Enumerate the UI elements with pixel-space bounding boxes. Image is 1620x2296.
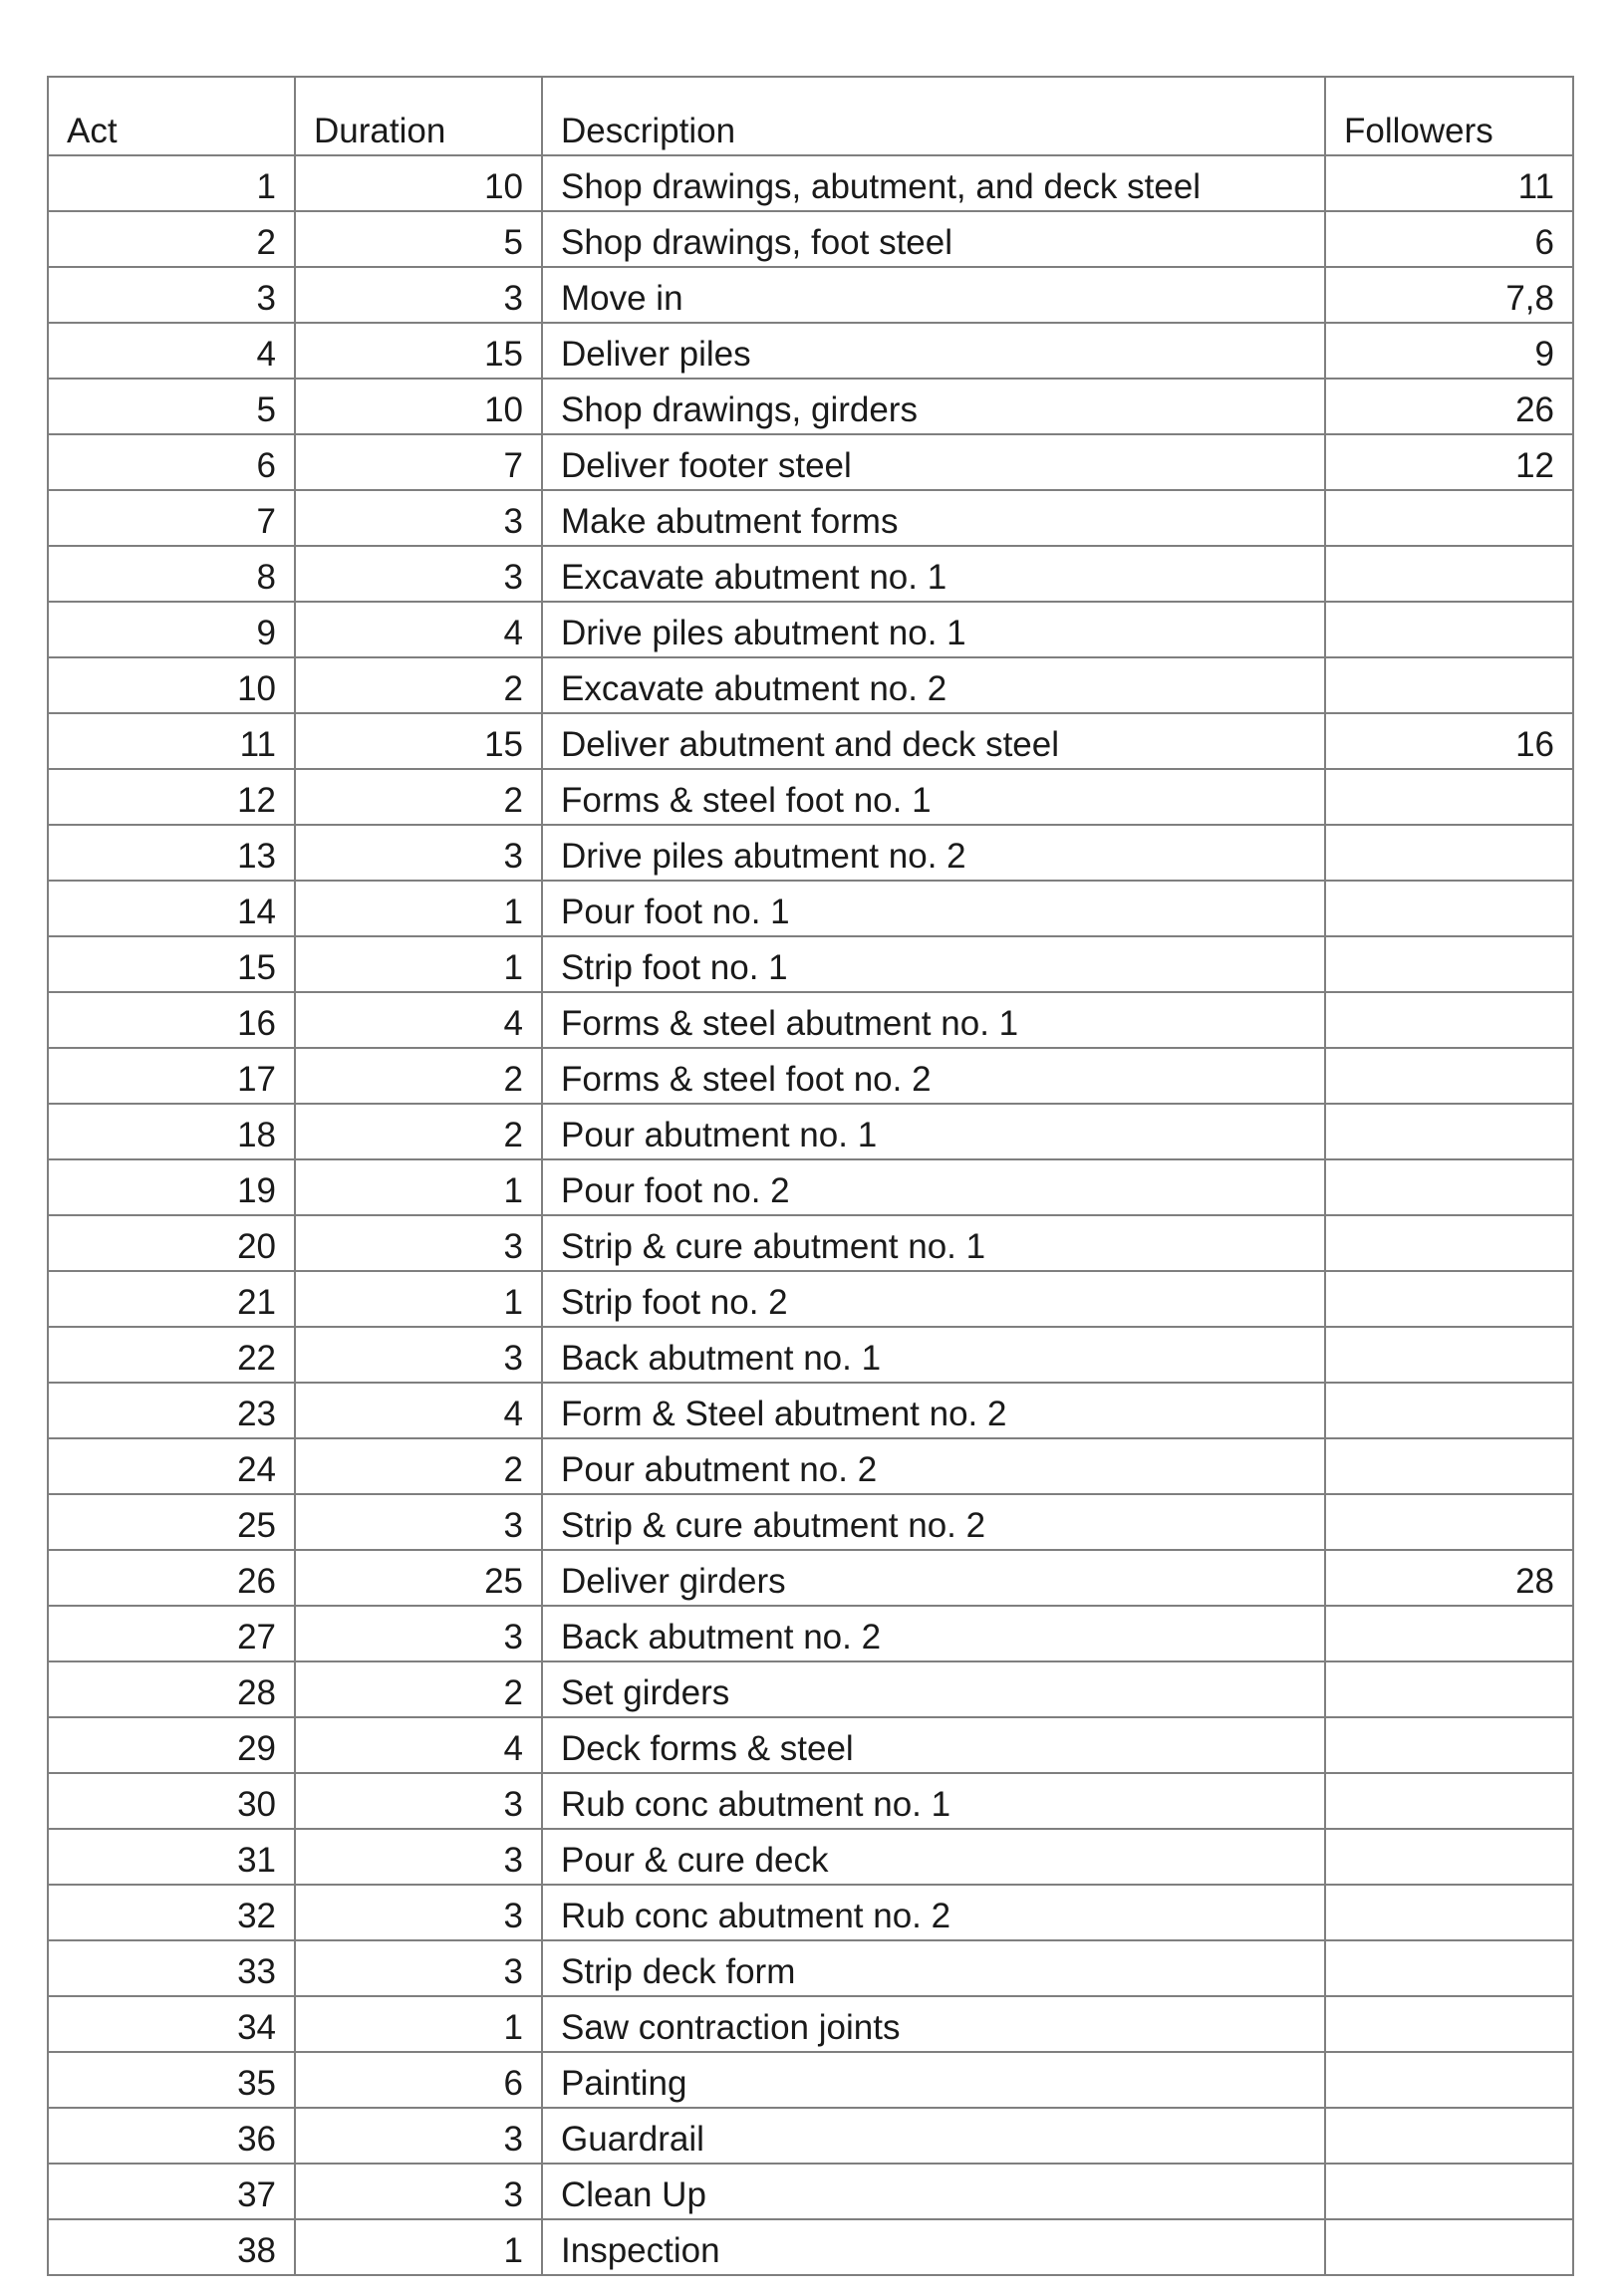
cell-duration: 2: [295, 1048, 542, 1104]
cell-followers: [1325, 2052, 1573, 2108]
table-row: [48, 1606, 1573, 1661]
table-row: [48, 1717, 1573, 1773]
cell-act: 26: [48, 1550, 295, 1606]
cell-followers: [1325, 1438, 1573, 1494]
cell-duration: 1: [295, 881, 542, 936]
cell-description: Shop drawings, foot steel: [542, 211, 1325, 267]
cell-act: 28: [48, 1661, 295, 1717]
cell-description: Pour foot no. 2: [542, 1159, 1325, 1215]
header-duration: Duration: [295, 77, 542, 155]
cell-description: Drive piles abutment no. 2: [542, 825, 1325, 881]
cell-description: Shop drawings, abutment, and deck steel: [542, 155, 1325, 211]
table-row: [48, 1271, 1573, 1327]
cell-description: Rub conc abutment no. 2: [542, 1885, 1325, 1940]
header-row: [48, 77, 1573, 155]
cell-duration: 3: [295, 1940, 542, 1996]
cell-act: 15: [48, 936, 295, 992]
cell-duration: 3: [295, 1606, 542, 1661]
cell-duration: 25: [295, 1550, 542, 1606]
cell-followers: 7,8: [1325, 267, 1573, 323]
cell-followers: 16: [1325, 713, 1573, 769]
table-row: [48, 992, 1573, 1048]
table-row: [48, 1048, 1573, 1104]
cell-description: Strip deck form: [542, 1940, 1325, 1996]
table-row: [48, 881, 1573, 936]
cell-duration: 3: [295, 1494, 542, 1550]
cell-description: Clean Up: [542, 2164, 1325, 2219]
cell-duration: 6: [295, 2052, 542, 2108]
table-body: [48, 155, 1573, 2275]
table-row: [48, 1494, 1573, 1550]
cell-duration: 1: [295, 2219, 542, 2275]
cell-description: Deliver footer steel: [542, 434, 1325, 490]
cell-act: 24: [48, 1438, 295, 1494]
cell-description: Excavate abutment no. 1: [542, 546, 1325, 602]
cell-act: 21: [48, 1271, 295, 1327]
cell-description: Forms & steel foot no. 1: [542, 769, 1325, 825]
cell-description: Deliver piles: [542, 323, 1325, 379]
cell-description: Pour & cure deck: [542, 1829, 1325, 1885]
cell-act: 9: [48, 602, 295, 657]
cell-duration: 15: [295, 323, 542, 379]
cell-followers: [1325, 2108, 1573, 2164]
cell-duration: 3: [295, 2108, 542, 2164]
cell-followers: [1325, 1661, 1573, 1717]
cell-act: 3: [48, 267, 295, 323]
cell-act: 11: [48, 713, 295, 769]
cell-description: Deliver girders: [542, 1550, 1325, 1606]
cell-act: 10: [48, 657, 295, 713]
cell-act: 16: [48, 992, 295, 1048]
cell-followers: [1325, 769, 1573, 825]
table-row: [48, 602, 1573, 657]
cell-duration: 3: [295, 1215, 542, 1271]
cell-act: 18: [48, 1104, 295, 1159]
cell-duration: 1: [295, 936, 542, 992]
table-row: [48, 155, 1573, 211]
cell-description: Strip foot no. 1: [542, 936, 1325, 992]
cell-description: Inspection: [542, 2219, 1325, 2275]
table-row: [48, 434, 1573, 490]
cell-description: Back abutment no. 1: [542, 1327, 1325, 1383]
header-description: Description: [542, 77, 1325, 155]
cell-followers: [1325, 1383, 1573, 1438]
cell-description: Set girders: [542, 1661, 1325, 1717]
table-row: [48, 657, 1573, 713]
cell-description: Strip foot no. 2: [542, 1271, 1325, 1327]
cell-act: 22: [48, 1327, 295, 1383]
cell-act: 23: [48, 1383, 295, 1438]
table-row: [48, 1773, 1573, 1829]
cell-followers: [1325, 657, 1573, 713]
cell-duration: 1: [295, 1159, 542, 1215]
cell-description: Form & Steel abutment no. 2: [542, 1383, 1325, 1438]
cell-description: Deck forms & steel: [542, 1717, 1325, 1773]
table-header: [48, 77, 1573, 155]
cell-description: Deliver abutment and deck steel: [542, 713, 1325, 769]
cell-followers: [1325, 2164, 1573, 2219]
table-row: [48, 1438, 1573, 1494]
cell-followers: [1325, 1996, 1573, 2052]
cell-duration: 4: [295, 1717, 542, 1773]
cell-description: Pour foot no. 1: [542, 881, 1325, 936]
table-row: [48, 211, 1573, 267]
table-row: [48, 1996, 1573, 2052]
table-row: [48, 1159, 1573, 1215]
table-row: [48, 546, 1573, 602]
cell-followers: 9: [1325, 323, 1573, 379]
table-row: [48, 1383, 1573, 1438]
cell-followers: 12: [1325, 434, 1573, 490]
table-row: [48, 936, 1573, 992]
cell-followers: 28: [1325, 1550, 1573, 1606]
cell-duration: 3: [295, 267, 542, 323]
cell-description: Pour abutment no. 2: [542, 1438, 1325, 1494]
cell-act: 1: [48, 155, 295, 211]
table-row: [48, 1885, 1573, 1940]
table-row: [48, 2219, 1573, 2275]
table-row: [48, 713, 1573, 769]
cell-followers: [1325, 1271, 1573, 1327]
cell-followers: [1325, 1885, 1573, 1940]
cell-act: 35: [48, 2052, 295, 2108]
cell-act: 14: [48, 881, 295, 936]
table-row: [48, 1104, 1573, 1159]
cell-followers: [1325, 1159, 1573, 1215]
cell-description: Drive piles abutment no. 1: [542, 602, 1325, 657]
cell-description: Strip & cure abutment no. 1: [542, 1215, 1325, 1271]
cell-duration: 3: [295, 2164, 542, 2219]
cell-act: 4: [48, 323, 295, 379]
table-row: [48, 267, 1573, 323]
cell-followers: [1325, 1606, 1573, 1661]
cell-followers: 6: [1325, 211, 1573, 267]
cell-followers: [1325, 1104, 1573, 1159]
cell-followers: [1325, 1940, 1573, 1996]
cell-followers: 26: [1325, 379, 1573, 434]
cell-followers: [1325, 1494, 1573, 1550]
cell-duration: 4: [295, 1383, 542, 1438]
cell-duration: 15: [295, 713, 542, 769]
table-row: [48, 2052, 1573, 2108]
cell-act: 12: [48, 769, 295, 825]
cell-act: 13: [48, 825, 295, 881]
cell-followers: 11: [1325, 155, 1573, 211]
cell-followers: [1325, 1717, 1573, 1773]
header-followers: Followers: [1325, 77, 1573, 155]
cell-duration: 3: [295, 1829, 542, 1885]
cell-duration: 3: [295, 1773, 542, 1829]
cell-duration: 3: [295, 490, 542, 546]
cell-act: 8: [48, 546, 295, 602]
cell-act: 6: [48, 434, 295, 490]
cell-followers: [1325, 2219, 1573, 2275]
cell-duration: 7: [295, 434, 542, 490]
cell-followers: [1325, 490, 1573, 546]
cell-act: 32: [48, 1885, 295, 1940]
cell-act: 38: [48, 2219, 295, 2275]
table-row: [48, 1327, 1573, 1383]
cell-duration: 4: [295, 992, 542, 1048]
table-row: [48, 825, 1573, 881]
cell-act: 25: [48, 1494, 295, 1550]
cell-followers: [1325, 1215, 1573, 1271]
cell-duration: 2: [295, 1661, 542, 1717]
table-row: [48, 1940, 1573, 1996]
cell-duration: 1: [295, 1271, 542, 1327]
cell-act: 37: [48, 2164, 295, 2219]
cell-act: 20: [48, 1215, 295, 1271]
cell-duration: 2: [295, 1438, 542, 1494]
cell-description: Painting: [542, 2052, 1325, 2108]
cell-duration: 3: [295, 1327, 542, 1383]
cell-description: Excavate abutment no. 2: [542, 657, 1325, 713]
table-row: [48, 1215, 1573, 1271]
table-row: [48, 379, 1573, 434]
cell-duration: 1: [295, 1996, 542, 2052]
table-row: [48, 323, 1573, 379]
activity-schedule-table: [47, 76, 1574, 2276]
cell-description: Guardrail: [542, 2108, 1325, 2164]
table-row: [48, 1550, 1573, 1606]
cell-act: 33: [48, 1940, 295, 1996]
cell-description: Shop drawings, girders: [542, 379, 1325, 434]
table-row: [48, 1829, 1573, 1885]
header-act: Act: [48, 77, 295, 155]
cell-duration: 3: [295, 1885, 542, 1940]
cell-description: Strip & cure abutment no. 2: [542, 1494, 1325, 1550]
cell-duration: 3: [295, 546, 542, 602]
cell-act: 31: [48, 1829, 295, 1885]
cell-duration: 2: [295, 657, 542, 713]
cell-description: Forms & steel abutment no. 1: [542, 992, 1325, 1048]
cell-duration: 2: [295, 769, 542, 825]
cell-duration: 5: [295, 211, 542, 267]
cell-description: Make abutment forms: [542, 490, 1325, 546]
cell-description: Forms & steel foot no. 2: [542, 1048, 1325, 1104]
cell-followers: [1325, 1829, 1573, 1885]
cell-act: 34: [48, 1996, 295, 2052]
cell-followers: [1325, 546, 1573, 602]
cell-act: 27: [48, 1606, 295, 1661]
cell-act: 2: [48, 211, 295, 267]
cell-followers: [1325, 1048, 1573, 1104]
cell-followers: [1325, 602, 1573, 657]
cell-act: 30: [48, 1773, 295, 1829]
table-row: [48, 769, 1573, 825]
cell-description: Saw contraction joints: [542, 1996, 1325, 2052]
cell-followers: [1325, 881, 1573, 936]
table-row: [48, 2164, 1573, 2219]
cell-followers: [1325, 1773, 1573, 1829]
cell-description: Back abutment no. 2: [542, 1606, 1325, 1661]
cell-followers: [1325, 936, 1573, 992]
table-row: [48, 2108, 1573, 2164]
cell-description: Move in: [542, 267, 1325, 323]
cell-act: 36: [48, 2108, 295, 2164]
cell-duration: 3: [295, 825, 542, 881]
cell-act: 19: [48, 1159, 295, 1215]
cell-followers: [1325, 1327, 1573, 1383]
cell-duration: 10: [295, 379, 542, 434]
cell-duration: 4: [295, 602, 542, 657]
table-row: [48, 1661, 1573, 1717]
cell-description: Pour abutment no. 1: [542, 1104, 1325, 1159]
cell-followers: [1325, 992, 1573, 1048]
cell-duration: 2: [295, 1104, 542, 1159]
cell-followers: [1325, 825, 1573, 881]
cell-act: 7: [48, 490, 295, 546]
table-row: [48, 490, 1573, 546]
cell-duration: 10: [295, 155, 542, 211]
cell-act: 29: [48, 1717, 295, 1773]
cell-act: 5: [48, 379, 295, 434]
cell-act: 17: [48, 1048, 295, 1104]
cell-description: Rub conc abutment no. 1: [542, 1773, 1325, 1829]
